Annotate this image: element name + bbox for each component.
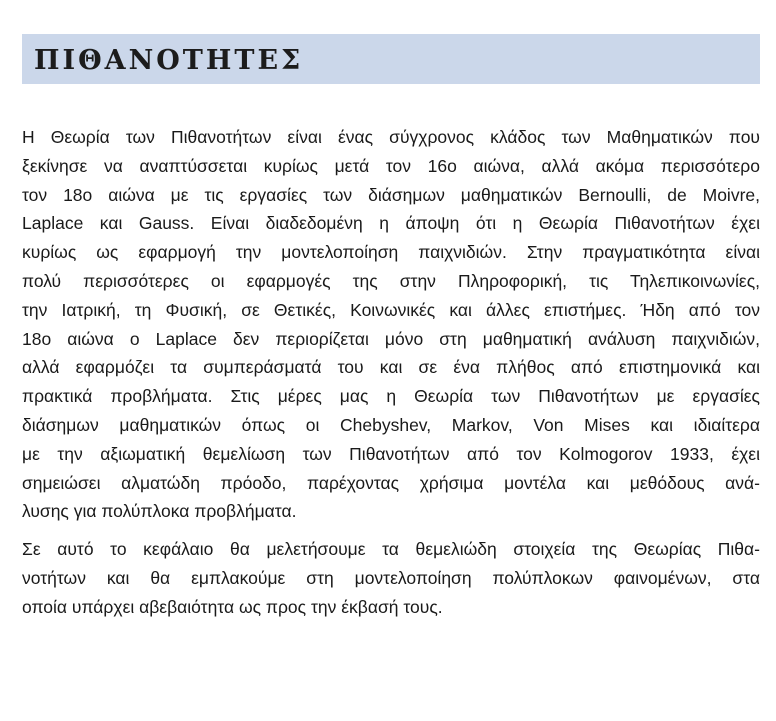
text-line: νοτήτων και θα εμπλακούμε στη μοντελοποίηση πολύπλοκων φαινομένων, στα bbox=[22, 567, 760, 588]
text-line: την Ιατρική, τη Φυσική, σε Θετικές, Κοινωνικές και άλλες επιστήμες. Ήδη από τον bbox=[22, 299, 760, 320]
paragraph-2 bbox=[22, 535, 760, 621]
text-line: λυσης για πολύπλοκα προβλήματα. bbox=[22, 501, 297, 522]
text-line: με την αξιωματική θεμελίωση των Πιθανοτήτων από τον Kolmogorov 1933, έχει bbox=[22, 443, 760, 464]
text-line: Σε αυτό το κεφάλαιο θα μελετήσουμε τα θεμελιώδη στοιχεία της Θεωρίας Πιθα- bbox=[22, 539, 760, 560]
paragraph-spacer bbox=[22, 526, 760, 535]
paragraph-1 bbox=[22, 123, 760, 526]
text-line: κυρίως ως εφαρμογή την μοντελοποίηση παιχνιδιών. Στην πραγματικότητα είναι bbox=[22, 242, 760, 263]
text-line: τον 18ο αιώνα με τις εργασίες των διάσημων μαθηματικών Bernoulli, de Moivre, bbox=[22, 184, 760, 205]
text-line: Laplace και Gauss. Είναι διαδεδομένη η άποψη ότι η Θεωρία Πιθανοτήτων έχει bbox=[22, 213, 760, 234]
text-line: ξεκίνησε να αναπτύσσεται κυρίως μετά τον 16ο αιώνα, αλλά ακόμα περισσότερο bbox=[22, 155, 760, 176]
text-line: διάσημων μαθηματικών όπως οι Chebyshev, Markov, Von Mises και ιδιαίτερα bbox=[22, 414, 760, 435]
chapter-title: ΠΙΘΑΝΟΤΗΤΕΣ bbox=[34, 44, 304, 76]
text-line: πρακτικά προβλήματα. Στις μέρες μας η Θεωρία των Πιθανοτήτων με εργασίες bbox=[22, 386, 760, 407]
chapter-header-bar bbox=[22, 34, 760, 84]
text-line: πολύ περισσότερες οι εφαρμογές της στην Πληροφορική, τις Τηλεπικοινωνίες, bbox=[22, 270, 760, 291]
text-line: αλλά εφαρμόζει τα συμπεράσματά του και σε ένα πλήθος από επιστημονικά και bbox=[22, 357, 760, 378]
body-text bbox=[22, 123, 760, 622]
text-line: 18ο αιώνα ο Laplace δεν περιορίζεται μόνο στη μαθηματική ανάλυση παιχνιδιών, bbox=[22, 328, 760, 349]
text-line: οποία υπάρχει αβεβαιότητα ως προς την έκβασή τους. bbox=[22, 596, 443, 617]
text-line: σημειώσει αλματώδη πρόοδο, παρέχοντας χρήσιμα μοντέλα και μεθόδους ανά- bbox=[22, 472, 760, 493]
text-line: Η Θεωρία των Πιθανοτήτων είναι ένας σύγχρονος κλάδος των Μαθηματικών που bbox=[22, 127, 760, 147]
